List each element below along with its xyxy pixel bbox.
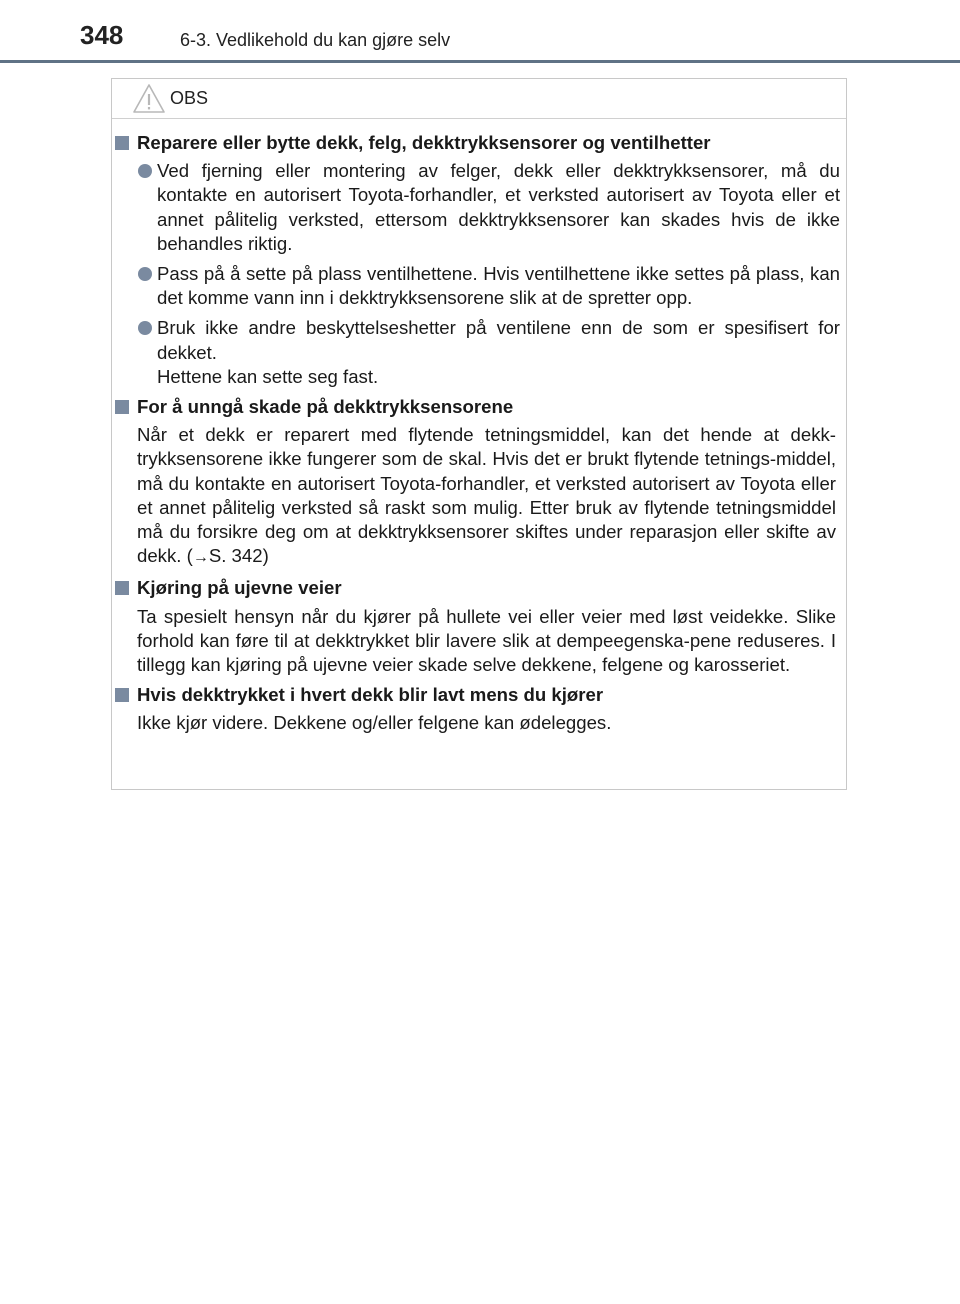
square-bullet-icon: [115, 400, 129, 414]
arrow-right-icon: →: [192, 549, 209, 567]
bullet-text-continued: Hettene kan sette seg fast.: [157, 365, 379, 387]
section-heading: [112, 576, 848, 600]
bullet-text: Ved fjerning eller montering av felger, dekk eller dekktrykksensorer, må du kontakte en autorisert Toyota-forhandler, et verksted autorisert av Toyota eller et annet pålitelig verksted, ettersom dekktrykksensorer kan skades hvis de ikke behandles riktig.: [157, 160, 840, 254]
chapter-title: 6-3. Vedlikehold du kan gjøre selv: [180, 30, 451, 50]
notice-label: OBS: [170, 88, 209, 108]
section-paragraph: [112, 711, 848, 735]
square-bullet-icon: [115, 581, 129, 595]
bullet-text: Bruk ikke andre beskyttelseshetter på ventilene enn de som er spesifisert for dekket.: [157, 317, 840, 363]
warning-triangle-icon: [132, 83, 166, 115]
section-heading-text: Reparere eller bytte dekk, felg, dekktrykksensorer og ventilhetter: [137, 132, 711, 153]
section-heading-text: For å unngå skade på dekktrykksensorene: [137, 396, 514, 418]
bullet-item: [112, 159, 848, 256]
page-number: 348: [80, 20, 124, 50]
section-paragraph: [112, 605, 848, 678]
square-bullet-icon: [115, 688, 129, 702]
round-bullet-icon: [138, 267, 152, 281]
page-header: [0, 0, 960, 66]
round-bullet-icon: [138, 164, 152, 178]
paragraph-text: Når et dekk er reparert med flytende tetningsmiddel, kan det hende at dekk-trykksensorene ikke fungerer som de skal. Hvis det er brukt flytende tetnings-middel, må du kontakte en autorisert Toyota-forhandler, et verksted autorisert av Toyota eller et annet pålitelig verksted så raskt som mulig. Etter bruk av flytende tetningsmiddel må du forsikre deg om at dekktrykksensorer skiftes under reparasjon eller skifte av dekk. (: [137, 424, 836, 567]
round-bullet-icon: [138, 321, 152, 335]
notice-header: [112, 79, 846, 119]
section-heading: [112, 131, 848, 155]
paragraph-text: Ikke kjør videre. Dekkene og/eller felgene kan ødelegges.: [137, 712, 612, 734]
section-paragraph: [112, 423, 848, 570]
paragraph-text: Ta spesielt hensyn når du kjører på hullete vei eller veier med løst veidekke. Slike forhold kan føre til at dekktrykket blir lavere slik at dempeegenska-pene reduseres. I tillegg kan kjøring på ujevne veier skade selve dekkene, felgene og karosseriet.: [137, 605, 836, 676]
page-reference-link[interactable]: S. 342): [208, 545, 269, 567]
notice-box: [111, 78, 847, 790]
section-heading-text: Kjøring på ujevne veier: [137, 577, 342, 599]
section-heading-text: Hvis dekktrykket i hvert dekk blir lavt mens du kjører: [137, 684, 604, 706]
header-rule: [0, 60, 960, 63]
bullet-item: [112, 316, 848, 389]
notice-content: [112, 131, 848, 736]
bullet-item: [112, 262, 848, 310]
section-heading: [112, 683, 848, 707]
bullet-text: Pass på å sette på plass ventilhettene. Hvis ventilhettene ikke settes på plass, kan det komme vann inn i dekktrykksensorene slik at de spretter opp.: [157, 263, 840, 309]
section-heading: [112, 395, 848, 419]
square-bullet-icon: [115, 136, 129, 150]
